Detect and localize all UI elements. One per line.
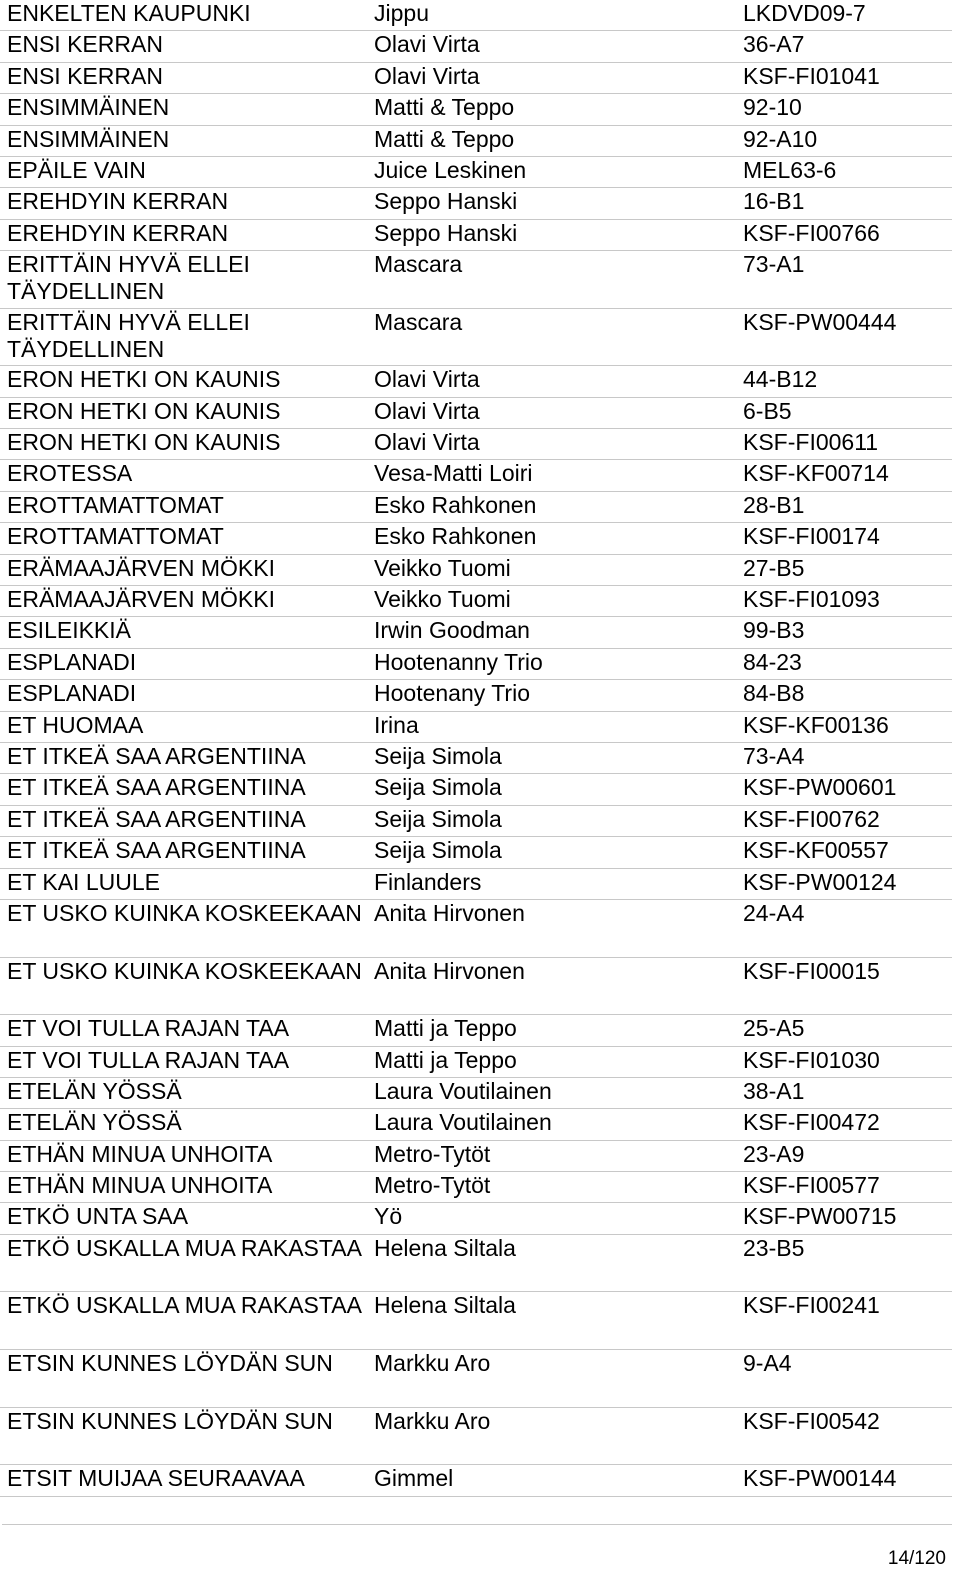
song-title: ET USKO KUINKA KOSKEEKAAN	[7, 899, 362, 926]
artist-name: Finlanders	[374, 868, 482, 895]
song-title: ESPLANADI	[7, 648, 137, 675]
track-code: 44-B12	[743, 366, 818, 393]
track-code: 38-A1	[743, 1077, 805, 1104]
table-row	[0, 366, 952, 397]
artist-name: Olavi Virta	[374, 397, 480, 424]
page-number: 14/120	[887, 1548, 946, 1569]
table-row	[0, 63, 952, 94]
table-row	[0, 188, 952, 219]
table-row	[0, 126, 952, 157]
track-code: KSF-FI00577	[743, 1172, 880, 1199]
table-row	[0, 1141, 952, 1172]
table-row	[0, 743, 952, 774]
song-title: ETELÄN YÖSSÄ	[7, 1109, 182, 1136]
song-title: ENSIMMÄINEN	[7, 125, 170, 152]
track-code: LKDVD09-7	[743, 0, 866, 26]
track-code: KSF-FI00472	[743, 1109, 880, 1136]
table-row	[0, 958, 952, 1016]
song-title: ENSIMMÄINEN	[7, 94, 170, 121]
song-title: ET ITKEÄ SAA ARGENTIINA	[7, 774, 306, 801]
artist-name: Esko Rahkonen	[374, 523, 537, 550]
track-code: 27-B5	[743, 554, 805, 581]
footer-divider	[2, 1524, 952, 1525]
song-title: EREHDYIN KERRAN	[7, 188, 229, 215]
song-title: ENKELTEN KAUPUNKI	[7, 0, 251, 26]
table-row	[0, 0, 952, 31]
song-title: ET ITKEÄ SAA ARGENTIINA	[7, 837, 306, 864]
table-row	[0, 1078, 952, 1109]
table-row	[0, 1047, 952, 1078]
track-code: 23-A9	[743, 1140, 805, 1167]
artist-name: Metro-Tytöt	[374, 1140, 491, 1167]
table-row	[0, 31, 952, 62]
artist-name: Esko Rahkonen	[374, 491, 537, 518]
track-code: 24-A4	[743, 899, 805, 926]
artist-name: Matti ja Teppo	[374, 1015, 517, 1042]
table-row	[0, 94, 952, 125]
table-row	[0, 1408, 952, 1466]
song-title: ESILEIKKIÄ	[7, 617, 132, 644]
artist-name: Olavi Virta	[374, 62, 480, 89]
artist-name: Seija Simola	[374, 743, 502, 769]
table-row	[0, 1172, 952, 1203]
table-row	[0, 1465, 952, 1496]
artist-name: Anita Hirvonen	[374, 957, 525, 984]
artist-name: Mascara	[374, 251, 463, 278]
song-title: ERON HETKI ON KAUNIS	[7, 429, 281, 456]
artist-name: Markku Aro	[374, 1350, 491, 1377]
track-code: 9-A4	[743, 1350, 792, 1377]
song-title: ET ITKEÄ SAA ARGENTIINA	[7, 743, 306, 769]
track-code: KSF-PW00444	[743, 308, 897, 335]
track-code: 73-A1	[743, 251, 805, 278]
artist-name: Anita Hirvonen	[374, 899, 525, 926]
table-row	[0, 680, 952, 711]
table-row	[0, 649, 952, 680]
song-title: ET ITKEÄ SAA ARGENTIINA	[7, 805, 306, 832]
artist-name: Seija Simola	[374, 805, 502, 832]
table-row	[0, 429, 952, 460]
song-title: ET VOI TULLA RAJAN TAA	[7, 1046, 290, 1073]
artist-name: Laura Voutilainen	[374, 1109, 552, 1136]
artist-name: Olavi Virta	[374, 31, 480, 58]
song-title: EPÄILE VAIN	[7, 156, 146, 183]
track-code: KSF-FI00762	[743, 805, 880, 832]
table-row	[0, 837, 952, 868]
table-row	[0, 806, 952, 837]
artist-name: Jippu	[374, 0, 429, 26]
artist-name: Matti & Teppo	[374, 94, 515, 121]
track-code: KSF-PW00124	[743, 868, 897, 895]
artist-name: Seija Simola	[374, 837, 502, 864]
table-row	[0, 869, 952, 900]
artist-name: Helena Siltala	[374, 1234, 516, 1261]
song-title: ERITTÄIN HYVÄ ELLEI TÄYDELLINEN	[7, 308, 250, 362]
song-title: ETHÄN MINUA UNHOITA	[7, 1140, 273, 1167]
table-row	[0, 251, 952, 309]
artist-name: Irwin Goodman	[374, 617, 530, 644]
table-row	[0, 309, 952, 367]
artist-name: Hootenany Trio	[374, 680, 530, 707]
song-title: ETSIN KUNNES LÖYDÄN SUN	[7, 1407, 333, 1434]
table-row	[0, 555, 952, 586]
track-code: 16-B1	[743, 188, 805, 215]
song-title: ETHÄN MINUA UNHOITA	[7, 1172, 273, 1199]
track-code: 92-10	[743, 94, 802, 121]
table-row	[0, 900, 952, 958]
artist-name: Gimmel	[374, 1465, 454, 1492]
table-row	[0, 1292, 952, 1350]
track-code: KSF-KF00714	[743, 460, 889, 487]
song-title: EROTTAMATTOMAT	[7, 523, 224, 550]
track-code: 36-A7	[743, 31, 805, 58]
song-title: ERON HETKI ON KAUNIS	[7, 397, 281, 424]
song-title: ETKÖ USKALLA MUA RAKASTAA	[7, 1292, 362, 1319]
artist-name: Matti ja Teppo	[374, 1046, 517, 1073]
track-code: KSF-FI00542	[743, 1407, 880, 1434]
track-code: MEL63-6	[743, 156, 837, 183]
table-row	[0, 1109, 952, 1140]
artist-name: Vesa-Matti Loiri	[374, 460, 533, 487]
artist-name: Olavi Virta	[374, 366, 480, 393]
track-code: 25-A5	[743, 1015, 805, 1042]
track-code: 23-B5	[743, 1234, 805, 1261]
track-code: 28-B1	[743, 491, 805, 518]
song-title: ERON HETKI ON KAUNIS	[7, 366, 281, 393]
table-row	[0, 774, 952, 805]
table-row	[0, 157, 952, 188]
song-title: ETKÖ USKALLA MUA RAKASTAA	[7, 1234, 362, 1261]
track-code: KSF-FI00174	[743, 523, 880, 550]
artist-name: Veikko Tuomi	[374, 554, 511, 581]
song-title: ET KAI LUULE	[7, 868, 160, 895]
track-code: KSF-FI01041	[743, 62, 880, 89]
artist-name: Laura Voutilainen	[374, 1077, 552, 1104]
track-code: KSF-FI00611	[743, 429, 879, 456]
track-code: 73-A4	[743, 743, 805, 769]
track-code: 84-B8	[743, 680, 805, 707]
song-title: EROTESSA	[7, 460, 133, 487]
artist-name: Juice Leskinen	[374, 156, 527, 183]
track-code: 99-B3	[743, 617, 805, 644]
track-code: KSF-FI00015	[743, 957, 880, 984]
artist-name: Yö	[374, 1203, 403, 1230]
artist-name: Olavi Virta	[374, 429, 480, 456]
song-title: ETKÖ UNTA SAA	[7, 1203, 189, 1230]
track-code: KSF-KF00557	[743, 837, 889, 864]
table-row	[0, 1203, 952, 1234]
song-title: ENSI KERRAN	[7, 31, 163, 58]
song-title: ET HUOMAA	[7, 711, 144, 738]
table-row	[0, 492, 952, 523]
song-title: ETSIN KUNNES LÖYDÄN SUN	[7, 1350, 333, 1377]
artist-name: Seppo Hanski	[374, 219, 518, 246]
artist-name: Seppo Hanski	[374, 188, 518, 215]
artist-name: Seija Simola	[374, 774, 502, 801]
track-code: 92-A10	[743, 125, 818, 152]
song-title: ERÄMAAJÄRVEN MÖKKI	[7, 554, 275, 581]
artist-name: Hootenanny Trio	[374, 648, 543, 675]
table-row	[0, 712, 952, 743]
track-code: 6-B5	[743, 397, 792, 424]
table-row	[0, 1235, 952, 1293]
track-code: KSF-KF00136	[743, 711, 889, 738]
song-title: ET USKO KUINKA KOSKEEKAAN	[7, 957, 362, 984]
artist-name: Helena Siltala	[374, 1292, 516, 1319]
track-code: KSF-FI01030	[743, 1046, 880, 1073]
table-row	[0, 460, 952, 491]
artist-name: Metro-Tytöt	[374, 1172, 491, 1199]
table-row	[0, 220, 952, 251]
table-row	[0, 1015, 952, 1046]
song-title: ERITTÄIN HYVÄ ELLEI TÄYDELLINEN	[7, 251, 250, 305]
artist-name: Veikko Tuomi	[374, 586, 511, 613]
table-row	[0, 586, 952, 617]
song-title: ENSI KERRAN	[7, 62, 163, 89]
song-title: ESPLANADI	[7, 680, 137, 707]
table-row	[0, 523, 952, 554]
song-title: ETELÄN YÖSSÄ	[7, 1077, 182, 1104]
track-code: KSF-FI01093	[743, 586, 880, 613]
track-code: KSF-FI00241	[743, 1292, 880, 1319]
artist-name: Irina	[374, 711, 419, 738]
song-title: EROTTAMATTOMAT	[7, 491, 224, 518]
artist-name: Matti & Teppo	[374, 125, 515, 152]
song-title: EREHDYIN KERRAN	[7, 219, 229, 246]
table-row	[0, 398, 952, 429]
artist-name: Mascara	[374, 308, 463, 335]
track-code: KSF-FI00766	[743, 219, 880, 246]
song-title: ERÄMAAJÄRVEN MÖKKI	[7, 586, 275, 613]
table-row	[0, 1350, 952, 1408]
song-title: ET VOI TULLA RAJAN TAA	[7, 1015, 290, 1042]
track-code: 84-23	[743, 648, 802, 675]
artist-name: Markku Aro	[374, 1407, 491, 1434]
track-code: KSF-PW00144	[743, 1465, 897, 1492]
song-title: ETSIT MUIJAA SEURAAVAA	[7, 1465, 305, 1492]
track-code: KSF-PW00601	[743, 774, 897, 801]
track-code: KSF-PW00715	[743, 1203, 897, 1230]
table-row	[0, 617, 952, 648]
